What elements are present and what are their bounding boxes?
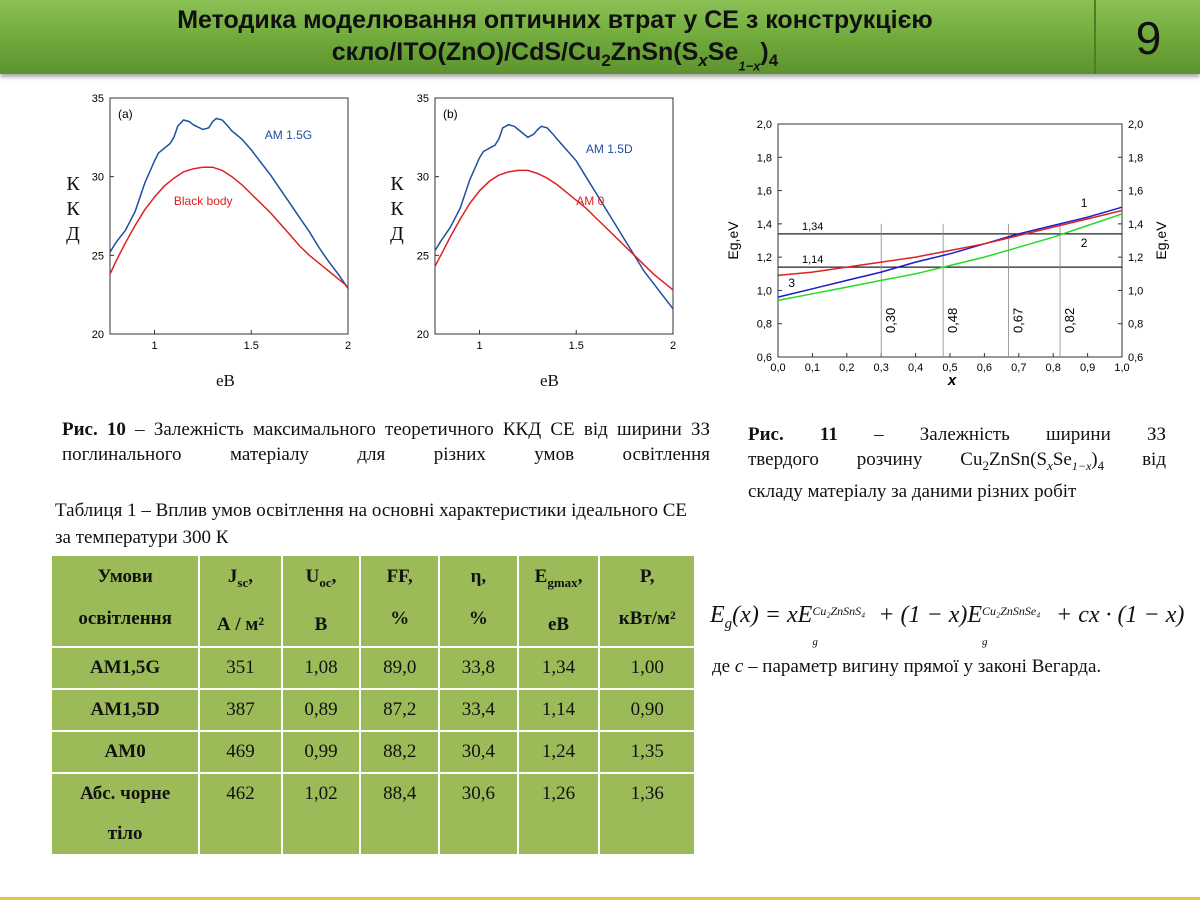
series-label-2: 2 xyxy=(1080,236,1088,251)
table-cell: 1,35 xyxy=(599,731,695,773)
table-cell: 30,6 xyxy=(439,773,518,855)
header-line-1 xyxy=(523,556,595,604)
series-line-2 xyxy=(110,167,348,287)
title-part: Se xyxy=(707,38,739,66)
table-cell: 33,8 xyxy=(439,647,518,689)
table-row xyxy=(51,731,695,773)
fig10-caption-label: Рис. 10 xyxy=(62,419,126,440)
x-tick-label: 0,7 xyxy=(1011,362,1027,374)
note-part: де xyxy=(712,656,735,677)
header-line-2: кВт/м² xyxy=(618,608,676,629)
x-tick-label: 0,1 xyxy=(804,362,821,374)
y-axis-label-left: Eg,eV xyxy=(725,221,741,260)
y-tick-label-left: 1,6 xyxy=(756,185,772,198)
y-tick-label: 25 xyxy=(91,250,104,263)
header-line-1 xyxy=(56,556,194,598)
table-cell: 88,4 xyxy=(360,773,439,855)
x-tick-label: 1 xyxy=(151,340,158,352)
header-sub: gmax xyxy=(547,574,578,590)
formula-part: + cx · (1 − x) xyxy=(1050,602,1185,628)
fig11-caption-line3: складу матеріалу за даними різних робіт xyxy=(748,480,1077,502)
table-cell: 87,2 xyxy=(360,689,439,731)
y-tick-label: 35 xyxy=(416,93,429,105)
caption-sub: 4 xyxy=(1097,457,1105,473)
row-label-cell xyxy=(51,773,199,855)
table-cell: 469 xyxy=(199,731,281,773)
series-label-1: AM 1.5D xyxy=(585,142,633,157)
formula-sub: g xyxy=(982,636,988,648)
header-text: , xyxy=(331,566,337,587)
caption-part: Se xyxy=(1052,449,1072,470)
table-title: Таблиця 1 – Вплив умов освітлення на основні характеристики ідеального СЕ за температури 300 К xyxy=(55,500,688,548)
x-tick-label: 1 xyxy=(476,340,483,352)
y-tick-label: 30 xyxy=(416,171,429,184)
table-cell: 351 xyxy=(199,647,281,689)
table-cell: 33,4 xyxy=(439,689,518,731)
formula-part: (x) = xE xyxy=(732,602,813,628)
header-sub: oc xyxy=(319,574,332,590)
series-line-1 xyxy=(778,207,1122,297)
table-cell: 1,24 xyxy=(518,731,600,773)
caption-part: твердого розчину Cu xyxy=(748,449,983,470)
header-text: E xyxy=(534,566,548,587)
chart-a-xlabel: eB xyxy=(216,371,235,390)
x-tick-label: 0,5 xyxy=(942,362,958,374)
plot-frame xyxy=(110,98,348,334)
table-cell: 30,4 xyxy=(439,731,518,773)
title-line-1: Методика моделювання оптичних втрат у СЕ з конструкцією xyxy=(177,6,933,34)
ylabel-letter: К xyxy=(66,173,80,195)
page-number: 9 xyxy=(1135,12,1162,64)
series-label-1: AM 1.5G xyxy=(264,127,313,142)
fig11-caption xyxy=(748,422,1166,504)
header-line-2: eВ xyxy=(548,613,570,635)
row-label: АМ1,5D xyxy=(90,698,160,720)
title-part: скло/ITO(ZnO)/CdS/Cu xyxy=(331,38,602,66)
row-label: тіло xyxy=(107,822,143,844)
title-divider xyxy=(1094,0,1096,74)
table-cell: 1,00 xyxy=(599,647,695,689)
note-part: – параметр вигину прямої у законі Вегарда. xyxy=(743,656,1102,677)
fig10-caption xyxy=(62,417,710,467)
panel-label: (b) xyxy=(443,107,458,121)
chart-eg xyxy=(722,108,1182,394)
header-line-2: В xyxy=(314,613,328,635)
fig11-caption-line2 xyxy=(748,447,1166,479)
panel-label: (a) xyxy=(118,107,133,121)
ylabel-letter: Д xyxy=(390,223,404,245)
table-cell: 1,02 xyxy=(282,773,361,855)
y-tick-label: 20 xyxy=(91,329,104,341)
x-tick-label: 2 xyxy=(669,340,677,352)
table-cell: 0,90 xyxy=(599,689,695,731)
table-header-cell xyxy=(199,555,281,647)
header-text: U xyxy=(305,566,320,587)
header-text: , xyxy=(577,566,583,587)
y-tick-label-left: 1,4 xyxy=(756,218,772,231)
series-line-1 xyxy=(435,125,673,309)
row-label: АМ0 xyxy=(104,740,146,762)
x-tick-label: 1.5 xyxy=(568,340,584,352)
table-cell: 1,08 xyxy=(282,647,361,689)
title-bar xyxy=(0,0,1200,74)
caption-sub: 2 xyxy=(982,457,989,473)
row-label: Абс. чорне xyxy=(79,782,171,804)
series-label-2: Black body xyxy=(173,193,233,208)
formula-sub: g xyxy=(724,616,733,632)
note-var: c xyxy=(734,656,744,677)
ylabel-letter: К xyxy=(66,198,80,220)
header-text: Умови xyxy=(97,566,153,587)
fig11-caption-line1 xyxy=(748,422,1166,447)
y-tick-label: 25 xyxy=(416,250,429,263)
y-tick-label-left: 1,2 xyxy=(756,252,772,265)
x-tick-label: 1.5 xyxy=(243,340,259,352)
table-1 xyxy=(50,554,696,856)
formula-sub: g xyxy=(812,636,818,648)
chart-b xyxy=(405,88,695,358)
chart-b-ylabel xyxy=(387,172,407,247)
table-cell: 88,2 xyxy=(360,731,439,773)
x-tick-label: 0,9 xyxy=(1079,362,1096,374)
y-tick-label-left: 2,0 xyxy=(756,119,772,131)
x-tick-label: 0,8 xyxy=(1045,362,1061,374)
plot-frame xyxy=(435,98,673,334)
table-cell: 1,34 xyxy=(518,647,600,689)
title-sub: 2 xyxy=(601,51,611,70)
y-tick-label-right: 1,4 xyxy=(1128,218,1144,231)
caption-sub: x xyxy=(1047,457,1053,473)
y-tick-label-right: 1,0 xyxy=(1128,285,1144,298)
hline-label: 1,14 xyxy=(802,254,824,267)
header-line-1 xyxy=(604,556,690,598)
x-axis-label: x xyxy=(947,372,957,389)
header-line-1 xyxy=(365,556,434,598)
x-tick-label: 2 xyxy=(344,340,352,352)
table-header-cell xyxy=(360,555,439,647)
header-line-2: % xyxy=(468,608,488,629)
y-tick-label-right: 1,6 xyxy=(1128,185,1144,198)
table-row xyxy=(51,689,695,731)
chart-a xyxy=(80,88,370,358)
header-text: , xyxy=(248,566,254,587)
title-sub: 4 xyxy=(768,51,779,70)
header-line-2: % xyxy=(390,608,410,629)
y-tick-label: 20 xyxy=(416,329,429,341)
x-tick-label: 0,6 xyxy=(976,362,993,374)
formula-note xyxy=(712,656,1101,678)
row-label-cell xyxy=(51,689,199,731)
header-text: J xyxy=(227,566,238,587)
series-label-3: 3 xyxy=(788,276,796,291)
table-cell: 1,26 xyxy=(518,773,600,855)
table-cell: 1,36 xyxy=(599,773,695,855)
x-tick-label: 0,2 xyxy=(839,362,855,374)
header-line-1 xyxy=(444,556,513,598)
caption-sub: 1−x xyxy=(1071,458,1092,473)
y-tick-label-right: 2,0 xyxy=(1128,119,1144,131)
series-label-2: AM 0 xyxy=(576,193,605,208)
header-line-1 xyxy=(204,556,276,604)
table-cell: 387 xyxy=(199,689,281,731)
vegard-formula xyxy=(710,602,1185,648)
vline-label: 0,48 xyxy=(945,307,961,334)
table-header-cell xyxy=(439,555,518,647)
title-line-2 xyxy=(20,36,1090,74)
y-tick-label-right: 1,8 xyxy=(1128,152,1144,165)
slide-title xyxy=(20,4,1090,74)
y-tick-label-right: 1,2 xyxy=(1128,252,1144,265)
y-tick-label-left: 0,6 xyxy=(756,352,772,364)
ylabel-letter: К xyxy=(390,173,404,195)
y-axis-label-right: Eg,eV xyxy=(1153,221,1169,260)
table-cell: 89,0 xyxy=(360,647,439,689)
series-line-2 xyxy=(435,170,673,290)
table-header-row xyxy=(51,555,695,647)
title-part: ) xyxy=(760,38,769,66)
header-text: FF, xyxy=(386,566,413,587)
series-label-1: 1 xyxy=(1080,196,1088,211)
ylabel-letter: Д xyxy=(66,223,80,245)
caption-part: ZnSn(S xyxy=(988,449,1048,470)
y-tick-label-left: 1,0 xyxy=(756,285,772,298)
vline-label: 0,30 xyxy=(883,307,899,334)
ylabel-letter: К xyxy=(390,198,404,220)
table-cell: 1,14 xyxy=(518,689,600,731)
table-cell: 0,99 xyxy=(282,731,361,773)
y-tick-label-right: 0,8 xyxy=(1128,318,1144,331)
table-row xyxy=(51,773,695,855)
y-tick-label-left: 0,8 xyxy=(756,318,772,331)
chart-b-xlabel: eB xyxy=(540,371,559,390)
formula-part: + (1 − x)E xyxy=(872,602,983,628)
formula-sup: Cu₂ZnSnS₄ xyxy=(812,604,866,618)
vline-label: 0,67 xyxy=(1010,307,1026,334)
x-tick-label: 0,3 xyxy=(873,362,889,374)
caption-part: від xyxy=(1104,449,1167,470)
fig10-caption-text: – Залежність максимального теоретичного ККД СЕ від ширини ЗЗ поглинального матеріалу для різних умов освітлення xyxy=(62,419,710,465)
header-line-1 xyxy=(287,556,356,604)
title-sub: 1−x xyxy=(738,58,761,74)
caption-part: ) xyxy=(1091,449,1098,470)
header-text: P, xyxy=(639,566,655,587)
y-tick-label-left: 1,8 xyxy=(756,152,772,165)
header-text: η, xyxy=(470,566,487,587)
formula-part: E xyxy=(710,602,725,628)
x-tick-label: 1,0 xyxy=(1114,362,1130,374)
table-cell: 0,89 xyxy=(282,689,361,731)
series-line-2 xyxy=(778,214,1122,301)
header-line-2: освітлення xyxy=(78,608,172,629)
table-header-cell xyxy=(599,555,695,647)
x-tick-label: 0,0 xyxy=(770,362,786,374)
x-tick-label: 0,4 xyxy=(907,362,924,374)
header-line-2: А / м² xyxy=(216,613,265,635)
table-header-cell xyxy=(51,555,199,647)
vline-label: 0,82 xyxy=(1062,307,1078,334)
y-tick-label: 30 xyxy=(91,171,104,184)
row-label-cell xyxy=(51,731,199,773)
fig11-caption-text: – Залежність ширини ЗЗ xyxy=(874,424,1166,445)
y-tick-label-right: 0,6 xyxy=(1128,352,1144,364)
table-cell: 462 xyxy=(199,773,281,855)
row-label-cell xyxy=(51,647,199,689)
fig11-caption-label: Рис. 11 xyxy=(748,424,838,445)
y-tick-label: 35 xyxy=(91,93,104,105)
table-row xyxy=(51,647,695,689)
header-sub: sc xyxy=(237,574,249,590)
hline-label: 1,34 xyxy=(802,220,824,233)
table-header-cell xyxy=(282,555,361,647)
row-label: АМ1,5G xyxy=(90,656,161,678)
formula-sup: Cu₂ZnSnSe₄ xyxy=(982,604,1041,618)
title-sub: x xyxy=(698,51,708,70)
table-header-cell xyxy=(518,555,600,647)
title-part: ZnSn(S xyxy=(610,38,699,66)
